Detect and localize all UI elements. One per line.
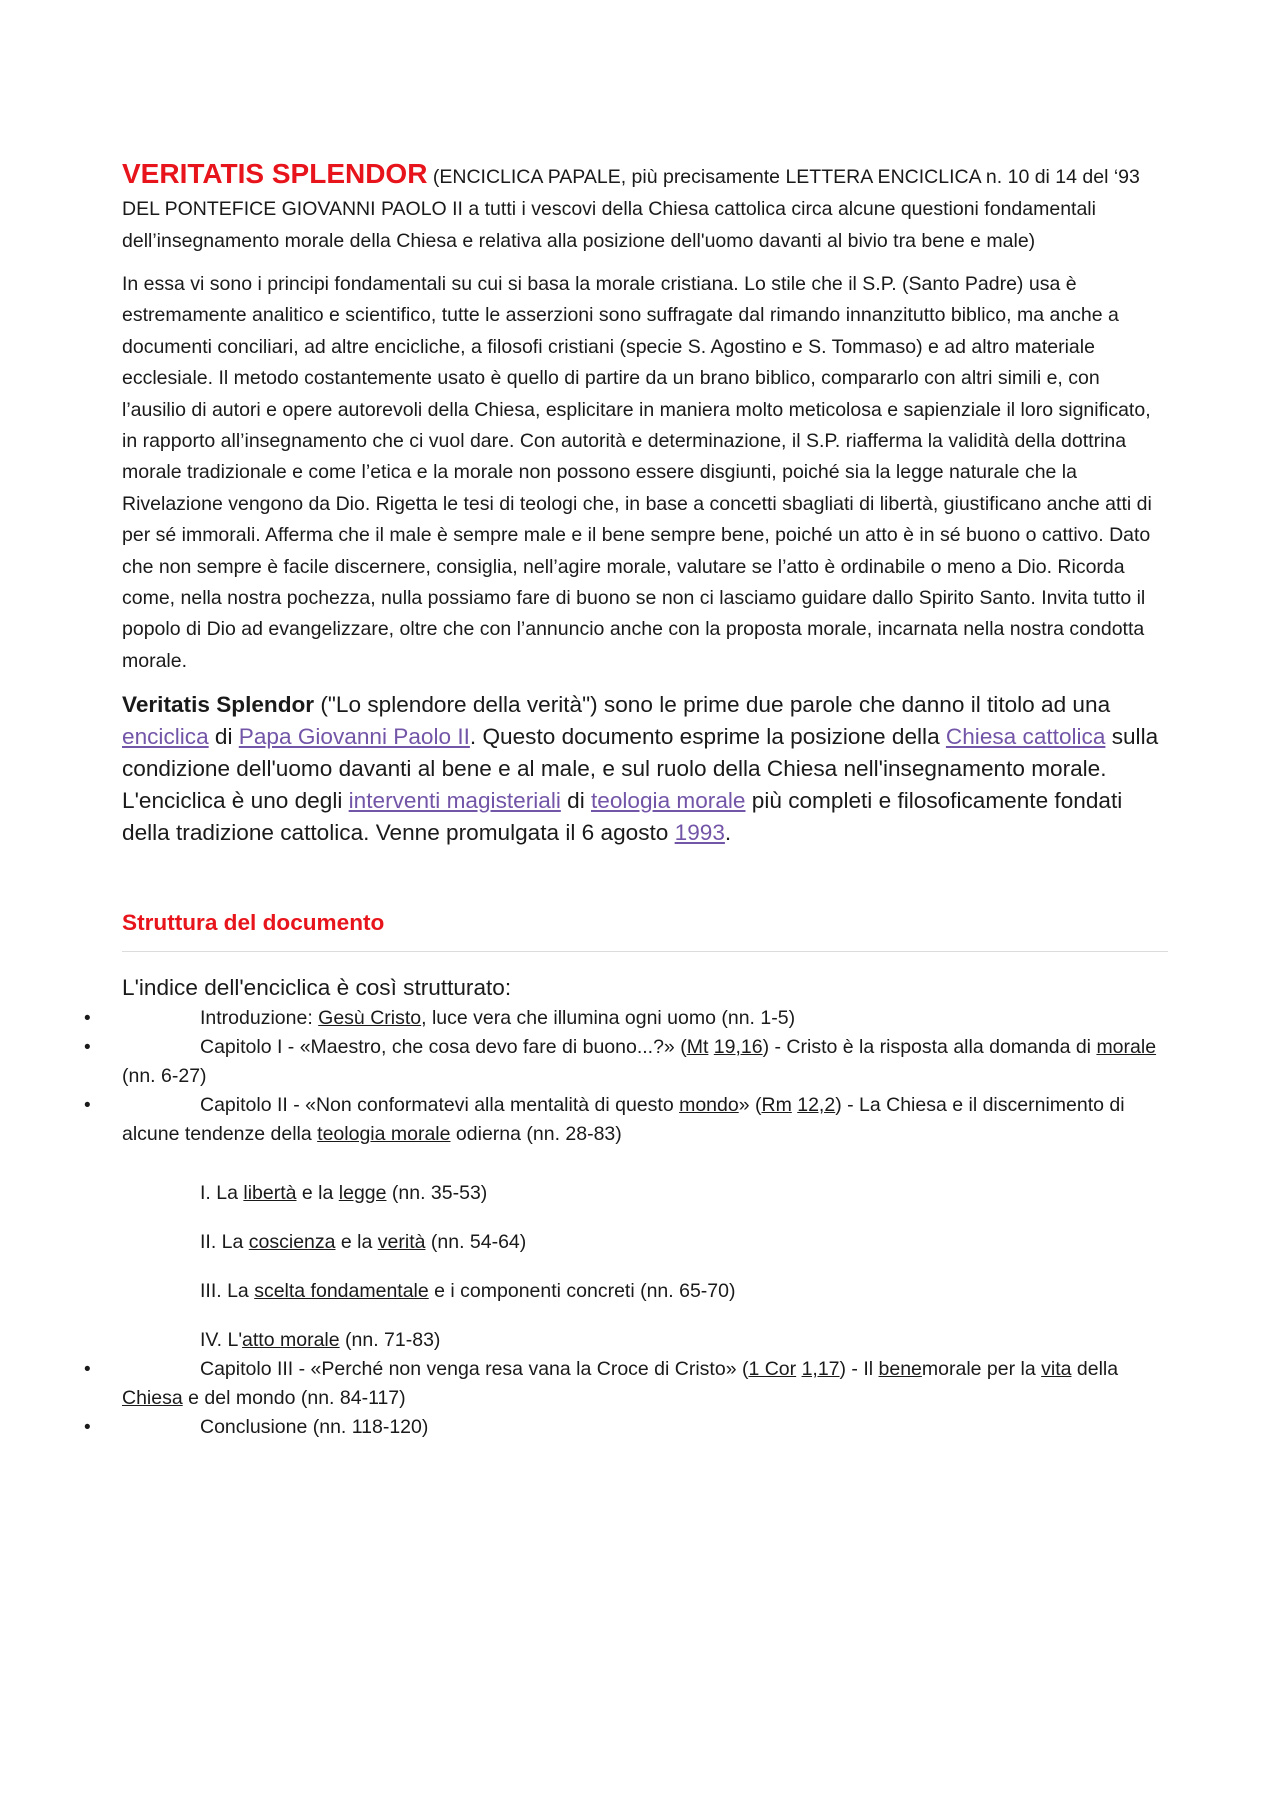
text-span: di [208, 724, 239, 750]
link-papa[interactable]: Papa Giovanni Paolo II [238, 724, 470, 750]
toc-item-capitolo-3 [84, 1355, 1168, 1413]
link-chiesa-cattolica[interactable]: Chiesa cattolica [945, 724, 1106, 750]
title-description: (ENCICLICA PAPALE, più precisamente LETTERA ENCICLICA n. 10 di 14 del ‘93 DEL PONTEFICE GIOVANNI PAOLO II a tutti i vescovi della Chiesa cattolica circa alcune questioni fondamentali dell’insegnamento morale della Chiesa e relativa alla posizione dell'uomo davanti al bivio tra bene e male) [122, 166, 1140, 252]
underlined-term: morale [1096, 1036, 1157, 1059]
text-span: della [1071, 1358, 1119, 1381]
text-span: e la [296, 1182, 339, 1205]
text-span: III. La [200, 1280, 255, 1303]
text-span: I. La [200, 1182, 244, 1205]
text-span: sulla condizione dell'uomo davanti al bene e al male, e sul ruolo della Chiesa nell'insegnamento morale. L'enciclica è uno degli [122, 724, 1159, 814]
bullet: • [84, 1359, 91, 1381]
link-interventi-magisteriali[interactable]: interventi magisteriali [348, 788, 561, 814]
text-span: (nn. 71-83) [339, 1329, 441, 1352]
underlined-term: vita [1041, 1358, 1072, 1381]
underlined-term: Chiesa [122, 1387, 183, 1410]
text-span: Introduzione: [200, 1007, 319, 1030]
toc-item-introduzione [84, 1004, 1168, 1033]
underlined-term: bene [878, 1358, 922, 1381]
link-1993[interactable]: 1993 [674, 820, 725, 846]
toc-list [84, 1004, 1168, 1149]
text-span: IV. L' [200, 1329, 243, 1352]
link-teologia-morale[interactable]: teologia morale [591, 788, 746, 814]
text-span: Capitolo I - «Maestro, che cosa devo fare di buono...?» ( [200, 1036, 687, 1059]
bullet: • [84, 1037, 91, 1059]
toc-subitem-1 [122, 1179, 1168, 1208]
text-span: (nn. 6-27) [122, 1065, 207, 1088]
bullet: • [84, 1095, 91, 1117]
text-span: » ( [738, 1094, 762, 1117]
underlined-term: scelta fondamentale [254, 1280, 429, 1303]
text-span: Capitolo II - «Non conformatevi alla mentalità di questo [200, 1094, 680, 1117]
heading-paragraph [122, 158, 1168, 257]
text-span: (nn. 35-53) [386, 1182, 488, 1205]
underlined-term: legge [338, 1182, 387, 1205]
bold-title: Veritatis Splendor [122, 692, 315, 718]
link-enciclica[interactable]: enciclica [122, 724, 209, 750]
toc-item-capitolo-2 [84, 1091, 1168, 1149]
toc-list-continued [84, 1355, 1168, 1442]
bullet: • [84, 1008, 91, 1030]
text-span: ("Lo splendore della verità") sono le prime due parole che danno il titolo ad una [314, 692, 1111, 718]
text-span: più completi e filosoficamente fondati della tradizione cattolica. Venne promulgata il 6 agosto [122, 788, 1123, 846]
text-span: ) - Il [839, 1358, 879, 1381]
wiki-paragraph [122, 689, 1168, 849]
text-span: e la [335, 1231, 378, 1254]
toc-subitem-3 [122, 1277, 1168, 1306]
summary-paragraph: In essa vi sono i principi fondamentali su cui si basa la morale cristiana. Lo stile che il S.P. (Santo Padre) usa è estremamente analitico e scientifico, tutte le asserzioni sono suffragate dal rimando innanzitutto biblico, ma anche a documenti conciliari, ad altre encicliche, a filosofi cristiani (specie S. Agostino e S. Tommaso) e ad altro materiale ecclesiale. Il metodo costantemente usato è quello di partire da un brano biblico, compararlo con altri simili e, con l’ausilio di autori e opere autorevoli della Chiesa, esplicitare in maniera molto meticolosa e sapienziale il loro significato, in rapporto all’insegnamento che ci vuol dare. Con autorità e determinazione, il S.P. riafferma la validità della dottrina morale tradizionale e come l’etica e la morale non possono essere disgiunti, poiché sia la legge naturale che la Rivelazione vengono da Dio. Rigetta le tesi di teologi che, in base a concetti sbagliati di libertà, giustificano anche atti di per sé immorali. Afferma che il male è sempre male e il bene sempre bene, poiché un atto è in sé buono o cattivo. Dato che non sempre è facile discernere, consiglia, nell’agire morale, valutare se l’atto è ordinabile o meno a Dio. Ricorda come, nella nostra pochezza, nulla possiamo fare di buono se non ci lasciamo guidare dallo Spirito Santo. Invita tutto il popolo di Dio ad evangelizzare, oltre che con l’annuncio anche con la proposta morale, incarnata nella nostra condotta morale. [122, 273, 1152, 672]
text-span: e del mondo (nn. 84-117) [182, 1387, 406, 1410]
text-span: . [724, 820, 732, 846]
text-span: ) - Cristo è la risposta alla domanda di [762, 1036, 1097, 1059]
toc-subitem-2 [122, 1228, 1168, 1257]
underlined-term: coscienza [248, 1231, 336, 1254]
text-span: e i componenti concreti (nn. 65-70) [428, 1280, 736, 1303]
underlined-term: 1,17 [801, 1358, 840, 1381]
text-span: II. La [200, 1231, 249, 1254]
text-span: , luce vera che illumina ogni uomo (nn. 1-5) [421, 1007, 796, 1030]
underlined-term: teologia morale [317, 1123, 451, 1146]
text-span: Conclusione (nn. 118-120) [200, 1416, 429, 1439]
toc-item-capitolo-1 [84, 1033, 1168, 1091]
underlined-term: atto morale [242, 1329, 340, 1352]
toc-item-conclusione [84, 1413, 1168, 1442]
underlined-term: Rm [761, 1094, 792, 1117]
text-span: ) - La Chiesa e il discernimento di alcune tendenze della [122, 1094, 1125, 1146]
toc-subitem-4 [122, 1326, 1168, 1355]
text-span: morale per la [921, 1358, 1042, 1381]
underlined-term: Mt [686, 1036, 709, 1059]
toc-intro: L'indice dell'enciclica è così strutturato: [122, 975, 512, 1001]
underlined-term: 1 Cor [748, 1358, 797, 1381]
text-span: odierna (nn. 28-83) [450, 1123, 622, 1146]
text-span: (nn. 54-64) [425, 1231, 527, 1254]
underlined-term: verità [377, 1231, 426, 1254]
text-span: Capitolo III - «Perché non venga resa vana la Croce di Cristo» ( [200, 1358, 749, 1381]
text-span: . Questo documento esprime la posizione della [469, 724, 946, 750]
underlined-term: libertà [243, 1182, 297, 1205]
document-page [84, 158, 1168, 1442]
document-title: VERITATIS SPLENDOR [122, 158, 428, 189]
text-span: di [560, 788, 591, 814]
underlined-term: Gesù Cristo [318, 1007, 422, 1030]
section-title: Struttura del documento [122, 907, 1168, 952]
underlined-term: 19,16 [713, 1036, 763, 1059]
underlined-term: mondo [679, 1094, 739, 1117]
underlined-term: 12,2 [797, 1094, 836, 1117]
bullet: • [84, 1417, 91, 1439]
